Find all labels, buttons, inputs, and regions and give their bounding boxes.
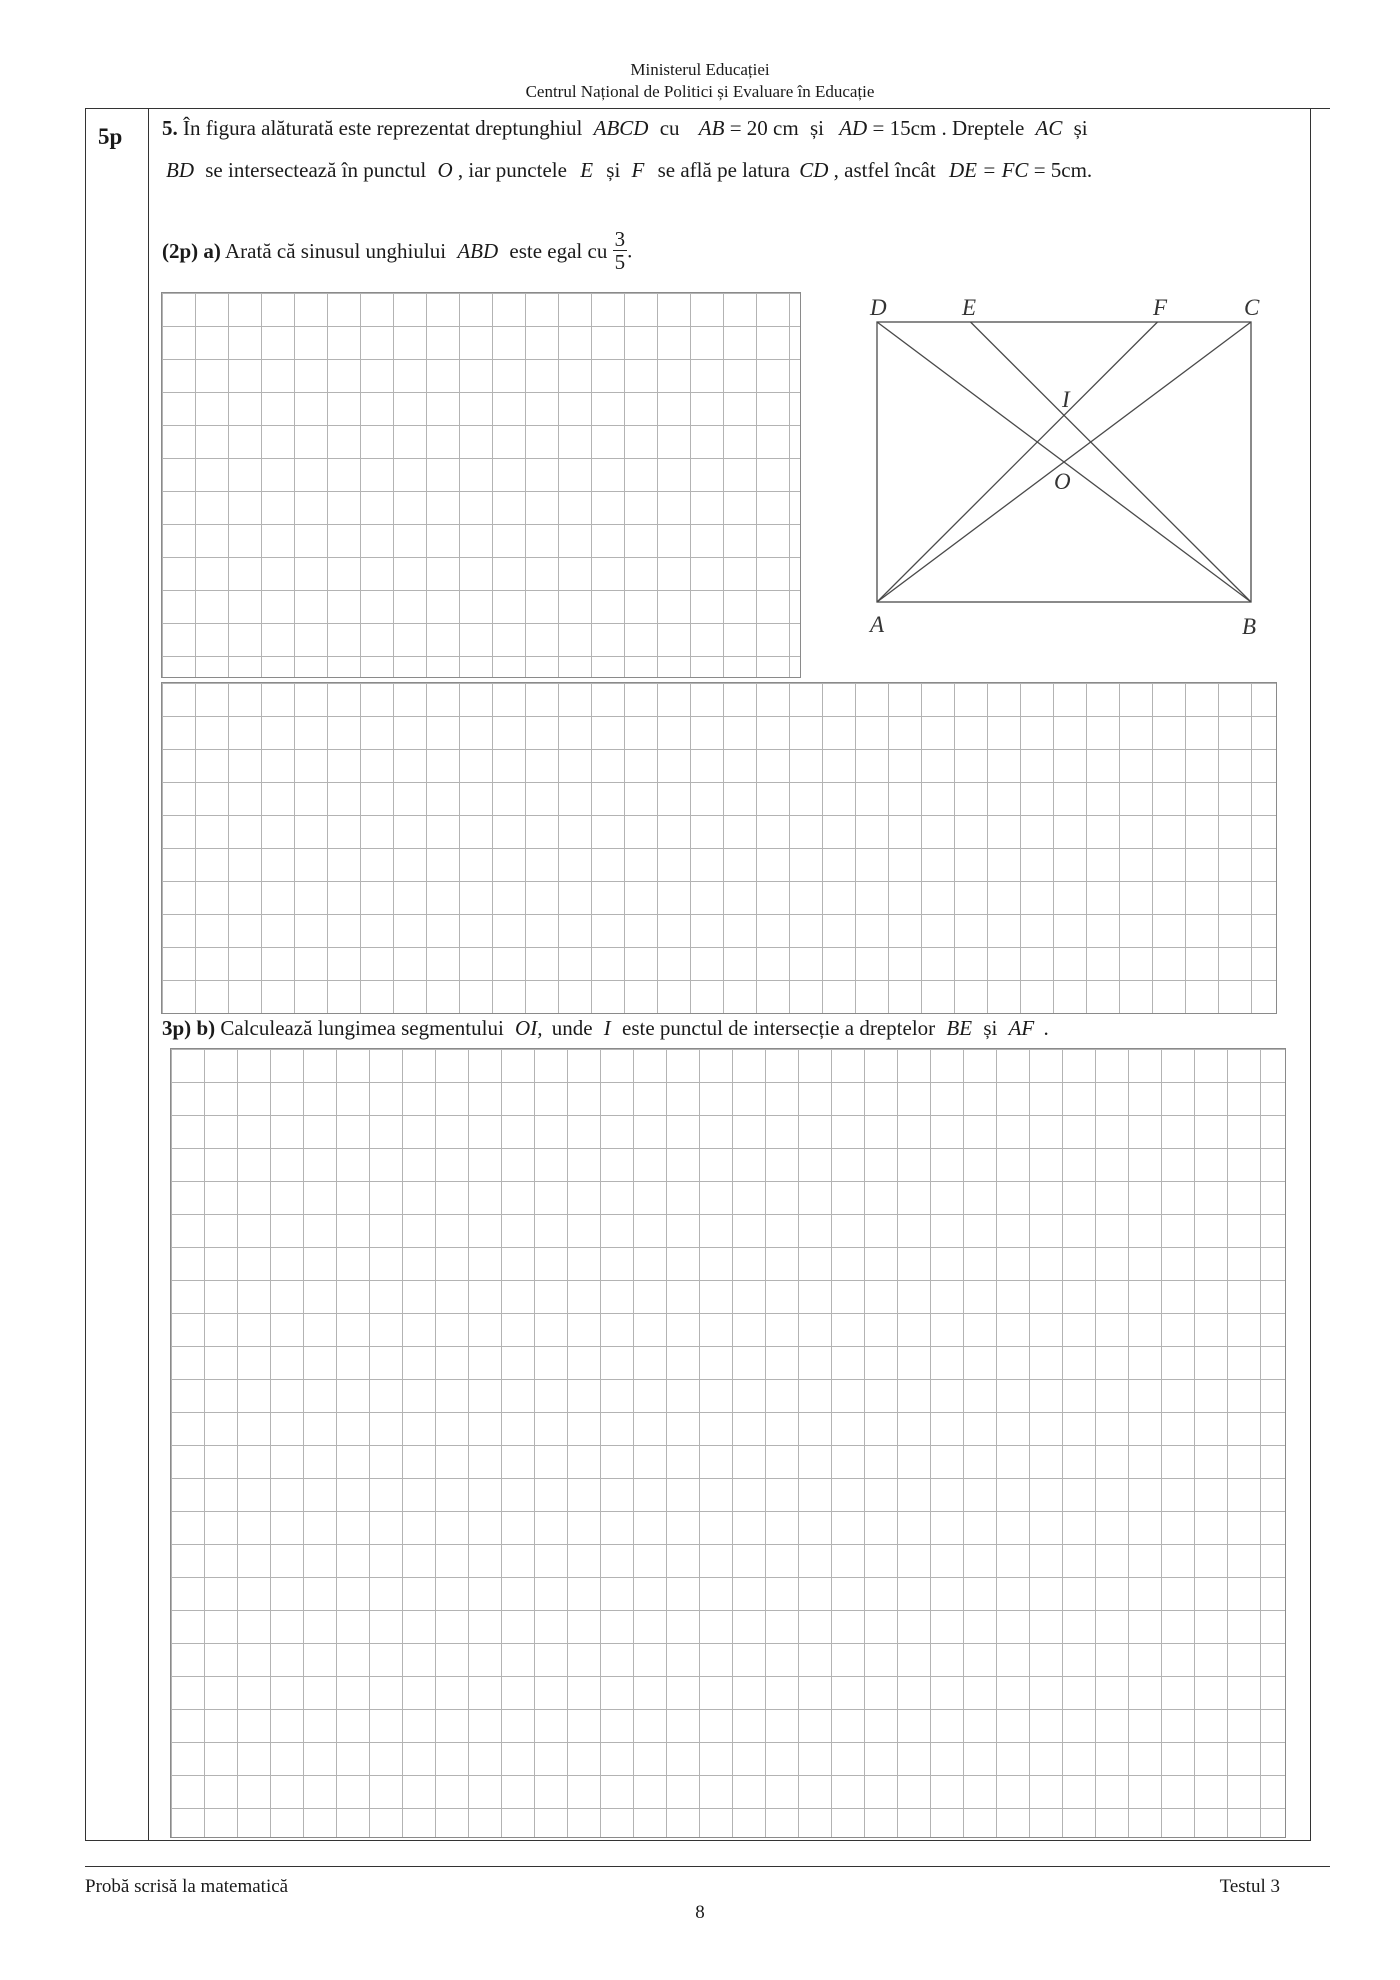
part-a-period: .: [627, 238, 633, 263]
segment-be: [971, 322, 1252, 602]
intro-text-2: se intersectează în punctul: [205, 158, 427, 182]
word-iar: , iar punctele: [457, 158, 567, 182]
answer-grid-a-bottom[interactable]: [161, 682, 1277, 1014]
word-unde: unde: [551, 1016, 593, 1040]
ad-value: 15cm: [889, 116, 937, 140]
part-b-text: Calculează lungimea segmentului: [220, 1016, 504, 1040]
footer-rule: [85, 1866, 1330, 1867]
line-be: BE: [946, 1016, 973, 1040]
point-o: O: [437, 158, 453, 182]
seg-ac: AC: [1035, 116, 1063, 140]
problem-number: 5.: [162, 116, 178, 140]
fraction-3-5: [613, 228, 628, 273]
page-number: 8: [695, 1902, 705, 1923]
point-f: F: [631, 158, 645, 182]
angle-abd: ABD: [457, 238, 499, 263]
label-o: O: [1054, 469, 1071, 494]
part-a-letter: a): [203, 238, 221, 263]
points-column-divider: [148, 108, 149, 1841]
label-i: I: [1062, 387, 1070, 412]
equals-sign-3: =: [1033, 158, 1046, 182]
frame-top-line: [85, 108, 1330, 109]
frame-right-border: [1310, 108, 1311, 1841]
word-dreptele: . Dreptele: [941, 116, 1025, 140]
answer-grid-b[interactable]: [170, 1048, 1286, 1838]
label-c: C: [1244, 295, 1260, 320]
header-ministry: Ministerul Educației: [630, 60, 770, 79]
seg-de-fc: DE = FC: [948, 158, 1029, 182]
intro-text-1: În figura alăturată este reprezentat dreptunghiul: [183, 116, 583, 140]
fraction-denominator: 5: [614, 250, 626, 274]
word-si: și: [809, 116, 824, 140]
label-b: B: [1242, 614, 1257, 639]
problem-points: 5p: [98, 124, 123, 149]
seg-bd: BD: [166, 158, 194, 182]
problem-statement-line-2: [166, 158, 1092, 182]
point-i: I: [603, 1016, 611, 1040]
word-latura: se află pe latura: [657, 158, 790, 182]
footer-right: Testul 3: [1219, 1876, 1280, 1897]
frame-bottom-border: [85, 1840, 1311, 1841]
part-a-text: Arată că sinusul unghiului: [225, 238, 447, 263]
label-f: F: [1153, 295, 1168, 320]
label-e: E: [962, 295, 977, 320]
part-b-statement: [162, 1016, 1049, 1040]
frame-left-border: [85, 108, 86, 1841]
point-e: E: [580, 158, 594, 182]
part-b-points: 3p): [162, 1016, 192, 1040]
problem-statement-line-1: [162, 116, 1088, 140]
footer-left: Probă scrisă la matematică: [85, 1876, 289, 1897]
five-cm: 5cm.: [1050, 158, 1093, 182]
equals-sign-2: =: [872, 116, 885, 140]
line-af: AF: [1008, 1016, 1035, 1040]
part-a-text-2: este egal cu: [509, 238, 608, 263]
word-astfel: , astfel încât: [833, 158, 936, 182]
label-a: A: [870, 612, 885, 637]
part-b-period: .: [1043, 1016, 1049, 1040]
segment-af: [877, 322, 1158, 602]
seg-ad: AD: [839, 116, 868, 140]
part-a-statement: [162, 228, 632, 273]
equals-sign: =: [729, 116, 742, 140]
label-d: D: [870, 295, 887, 320]
ab-value: 20 cm: [746, 116, 799, 140]
word-si-3: și: [606, 158, 621, 182]
word-cu: cu: [659, 116, 680, 140]
seg-ab: AB: [698, 116, 725, 140]
word-si-2: și: [1073, 116, 1088, 140]
seg-cd: CD: [799, 158, 829, 182]
part-a-points: (2p): [162, 238, 199, 263]
fraction-numerator: 3: [614, 227, 626, 251]
answer-grid-a-top[interactable]: [161, 292, 801, 678]
rect-name: ABCD: [593, 116, 649, 140]
part-b-comma: ,: [537, 1016, 543, 1040]
part-b-text-3: este punctul de intersecție a dreptelor: [622, 1016, 936, 1040]
rectangle-figure: [840, 285, 1280, 650]
part-b-letter: b): [196, 1016, 216, 1040]
seg-oi: OI: [515, 1016, 538, 1040]
word-si-b: și: [983, 1016, 998, 1040]
header-center: Centrul Național de Politici și Evaluare în Educație: [525, 82, 875, 101]
